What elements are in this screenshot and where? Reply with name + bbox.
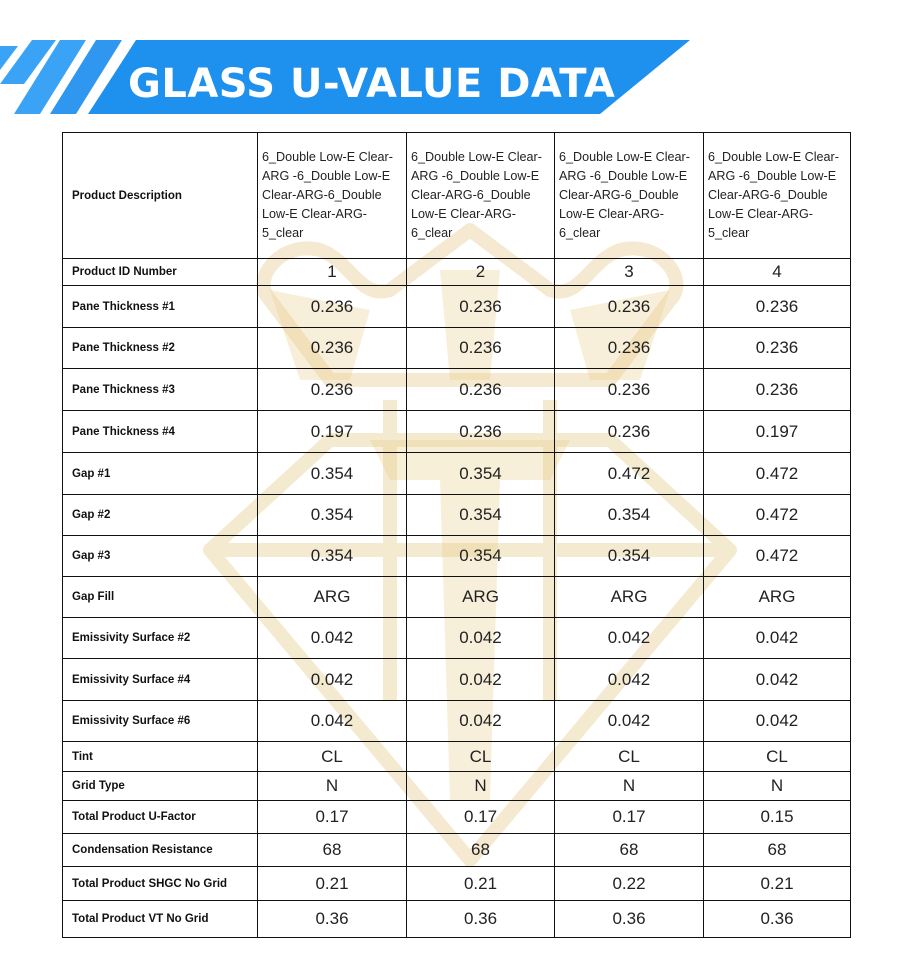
row-label: Emissivity Surface #6 [63, 701, 258, 742]
row-label: Total Product SHGC No Grid [63, 867, 258, 901]
value-cell: 68 [704, 834, 851, 867]
value-cell: 0.236 [555, 411, 704, 453]
value-cell: ARG [555, 577, 704, 618]
value-cell: 4 [704, 259, 851, 286]
value-cell: 0.36 [407, 901, 555, 938]
value-cell: 0.236 [258, 369, 407, 411]
value-cell: 0.354 [258, 453, 407, 495]
row-label: Gap #1 [63, 453, 258, 495]
page-title: GLASS U-VALUE DATA [128, 61, 616, 107]
value-cell: 0.36 [704, 901, 851, 938]
row-label: Gap Fill [63, 577, 258, 618]
row-label: Total Product VT No Grid [63, 901, 258, 938]
table-row [63, 801, 851, 834]
value-cell: 68 [407, 834, 555, 867]
table-row [63, 659, 851, 701]
row-label: Emissivity Surface #2 [63, 618, 258, 659]
value-cell: 0.236 [258, 328, 407, 369]
value-cell: 0.236 [407, 328, 555, 369]
row-label: Gap #3 [63, 536, 258, 577]
value-cell: 0.472 [704, 495, 851, 536]
value-cell: 0.236 [407, 411, 555, 453]
row-label: Pane Thickness #1 [63, 286, 258, 328]
value-cell: 1 [258, 259, 407, 286]
value-cell: 0.17 [258, 801, 407, 834]
value-cell: 0.042 [258, 618, 407, 659]
value-cell: 0.354 [407, 536, 555, 577]
value-cell: 0.21 [407, 867, 555, 901]
product-description-cell: 6_Double Low-E Clear- ARG -6_Double Low-E Clear-ARG-6_Double Low-E Clear-ARG-5_clear [704, 133, 851, 259]
table-row [63, 453, 851, 495]
value-cell: 0.354 [555, 536, 704, 577]
table-row [63, 411, 851, 453]
table-row [63, 259, 851, 286]
value-cell: 0.21 [704, 867, 851, 901]
value-cell: 0.36 [258, 901, 407, 938]
value-cell: 0.042 [407, 618, 555, 659]
product-description-cell: 6_Double Low-E Clear- ARG -6_Double Low-E Clear-ARG-6_Double Low-E Clear-ARG-5_clear [258, 133, 407, 259]
row-label: Pane Thickness #3 [63, 369, 258, 411]
value-cell: 0.042 [555, 701, 704, 742]
product-description-cell: 6_Double Low-E Clear- ARG -6_Double Low-E Clear-ARG-6_Double Low-E Clear-ARG-6_clear [407, 133, 555, 259]
value-cell: ARG [407, 577, 555, 618]
value-cell: 0.236 [407, 369, 555, 411]
value-cell: 0.197 [704, 411, 851, 453]
value-cell: N [407, 772, 555, 801]
table-row [63, 369, 851, 411]
row-label: Pane Thickness #4 [63, 411, 258, 453]
row-label: Tint [63, 742, 258, 772]
table-row-description [63, 133, 851, 259]
value-cell: 0.042 [407, 659, 555, 701]
value-cell: 0.236 [555, 286, 704, 328]
row-label: Grid Type [63, 772, 258, 801]
value-cell: 0.042 [704, 618, 851, 659]
table-row [63, 742, 851, 772]
value-cell: 0.17 [555, 801, 704, 834]
table-row [63, 701, 851, 742]
value-cell: ARG [258, 577, 407, 618]
value-cell: 0.15 [704, 801, 851, 834]
value-cell: 0.472 [704, 536, 851, 577]
value-cell: 0.472 [555, 453, 704, 495]
u-value-table [62, 132, 851, 938]
value-cell: 0.236 [407, 286, 555, 328]
table-row [63, 772, 851, 801]
table-row [63, 286, 851, 328]
value-cell: 0.354 [407, 453, 555, 495]
table-row [63, 328, 851, 369]
value-cell: 0.236 [704, 328, 851, 369]
row-label: Product ID Number [63, 259, 258, 286]
value-cell: CL [555, 742, 704, 772]
value-cell: 0.236 [555, 328, 704, 369]
value-cell: 0.197 [258, 411, 407, 453]
title-banner [0, 36, 690, 114]
value-cell: CL [407, 742, 555, 772]
table-row [63, 834, 851, 867]
value-cell: 0.36 [555, 901, 704, 938]
value-cell: 0.354 [258, 536, 407, 577]
table-row [63, 495, 851, 536]
table-row [63, 618, 851, 659]
value-cell: N [704, 772, 851, 801]
value-cell: 3 [555, 259, 704, 286]
row-label: Emissivity Surface #4 [63, 659, 258, 701]
value-cell: 2 [407, 259, 555, 286]
value-cell: 0.042 [555, 659, 704, 701]
row-label: Product Description [63, 133, 258, 259]
row-label: Gap #2 [63, 495, 258, 536]
table-row [63, 867, 851, 901]
value-cell: N [555, 772, 704, 801]
value-cell: 0.042 [407, 701, 555, 742]
value-cell: 0.236 [704, 286, 851, 328]
value-cell: 0.236 [704, 369, 851, 411]
value-cell: 0.354 [555, 495, 704, 536]
value-cell: 0.17 [407, 801, 555, 834]
value-cell: 0.21 [258, 867, 407, 901]
value-cell: ARG [704, 577, 851, 618]
value-cell: 0.236 [555, 369, 704, 411]
row-label: Pane Thickness #2 [63, 328, 258, 369]
value-cell: CL [704, 742, 851, 772]
value-cell: N [258, 772, 407, 801]
row-label: Total Product U-Factor [63, 801, 258, 834]
value-cell: 0.042 [704, 701, 851, 742]
value-cell: 0.354 [258, 495, 407, 536]
table-row [63, 536, 851, 577]
value-cell: 0.042 [555, 618, 704, 659]
product-description-cell: 6_Double Low-E Clear- ARG -6_Double Low-E Clear-ARG-6_Double Low-E Clear-ARG-6_clear [555, 133, 704, 259]
value-cell: 0.042 [258, 659, 407, 701]
table-row [63, 577, 851, 618]
value-cell: 0.042 [258, 701, 407, 742]
value-cell: 0.236 [258, 286, 407, 328]
value-cell: CL [258, 742, 407, 772]
value-cell: 0.354 [407, 495, 555, 536]
value-cell: 0.472 [704, 453, 851, 495]
value-cell: 68 [555, 834, 704, 867]
value-cell: 0.042 [704, 659, 851, 701]
table-row [63, 901, 851, 938]
value-cell: 0.22 [555, 867, 704, 901]
value-cell: 68 [258, 834, 407, 867]
row-label: Condensation Resistance [63, 834, 258, 867]
